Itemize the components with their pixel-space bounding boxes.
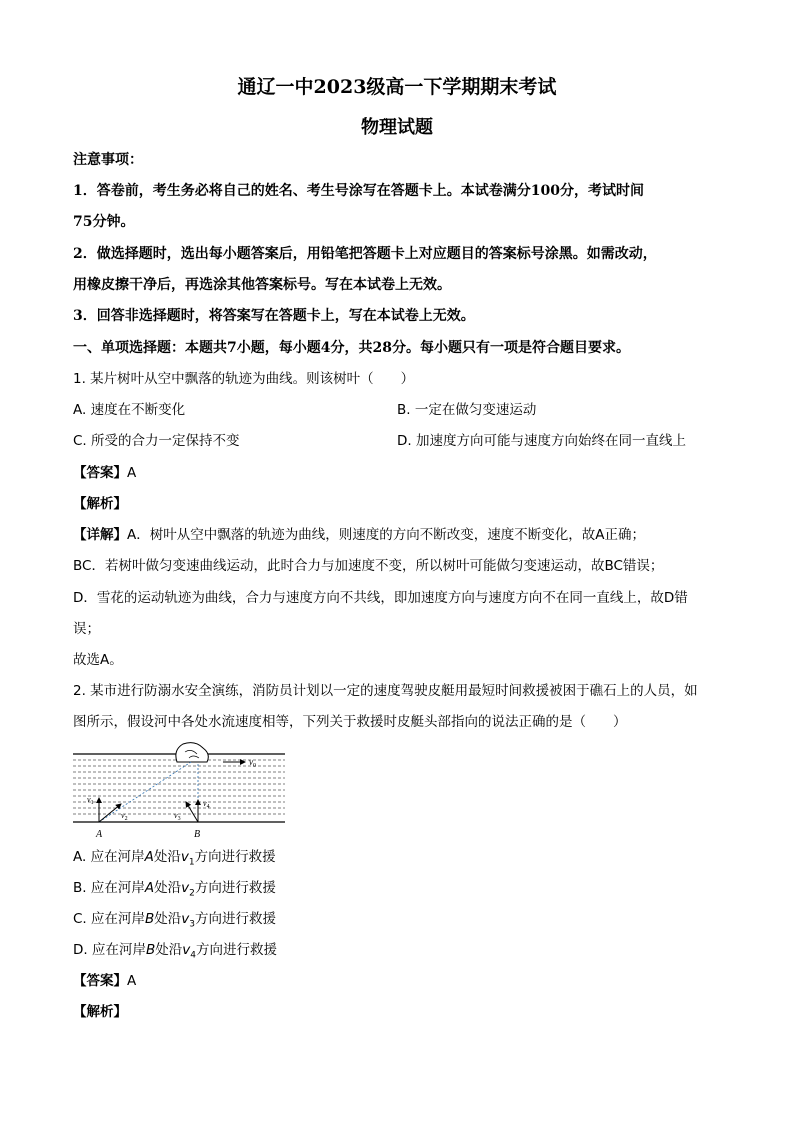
q2-option-c: C. 应在河岸B处沿$v_3$方向进行救援 [73, 911, 277, 930]
q1-stem: 1. 某片树叶从空中飘落的轨迹为曲线。则该树叶（ ） [73, 371, 415, 387]
q1-detail-text-1: A．树叶从空中飘落的轨迹为曲线，则速度的方向不断改变，速度不断变化，故A正确； [127, 527, 645, 543]
notice-item-1-cont: 75分钟。 [73, 214, 135, 230]
q2-analysis-label: 【解析】 [73, 1004, 127, 1020]
point-a-label: A [96, 829, 103, 840]
exam-subject: 物理试题 [361, 117, 433, 138]
q2-option-b: B. 应在河岸A处沿$v_2$方向进行救援 [73, 880, 276, 899]
q2-answer [73, 971, 136, 991]
v4-label: $v_4$ [203, 799, 210, 810]
v0-label: $v_0$ [249, 757, 256, 769]
q1-conclusion: 故选A。 [73, 652, 123, 668]
q1-answer [73, 463, 136, 483]
q2-option-d: D. 应在河岸B处沿$v_4$方向进行救援 [73, 942, 277, 961]
q1-option-d: D. 加速度方向可能与速度方向始终在同一直线上 [397, 433, 686, 449]
q2-option-a: A. 应在河岸A处沿$v_1$方向进行救援 [73, 849, 276, 868]
q2-stem-1: 2. 某市进行防溺水安全演练，消防员计划以一定的速度驾驶皮艇用最短时间救援被困于礁石上的人员，如 [73, 683, 698, 699]
exam-title: 通辽一中2023级高一下学期期末考试 [237, 76, 557, 98]
point-b-label: B [194, 829, 201, 840]
q1-option-a: A. 速度在不断变化 [73, 402, 186, 418]
q1-detail-label: 【详解】 [73, 527, 127, 543]
q1-detail-2: BC．若树叶做匀变速曲线运动，此时合力与加速度不变，所以树叶可能做匀变速运动，故BC错误； [73, 558, 664, 574]
section-heading: 一、单项选择题：本题共7小题，每小题4分，共28分。每小题只有一项是符合题目要求。 [73, 340, 630, 356]
q2-answer-label: 【答案】 [73, 973, 127, 989]
rock-icon [176, 743, 208, 762]
q1-detail-3: D．雪花的运动轨迹为曲线，合力与速度方向不共线，即加速度方向与速度方向不在同一直线上，故D错 [73, 590, 688, 606]
v2-label: $v_2$ [121, 811, 128, 822]
notice-item-2: 2．做选择题时，选出每小题答案后，用铅笔把答题卡上对应题目的答案标号涂黑。如需改动， [73, 246, 657, 262]
notice-item-2-cont: 用橡皮擦干净后，再选涂其他答案标号。写在本试卷上无效。 [73, 277, 451, 293]
notice-item-3: 3．回答非选择题时，将答案写在答题卡上，写在本试卷上无效。 [73, 308, 475, 324]
river-rescue-figure [73, 742, 285, 842]
v3-arrow [186, 802, 198, 822]
q1-option-c: C. 所受的合力一定保持不变 [73, 433, 240, 449]
q1-analysis-label: 【解析】 [73, 496, 127, 512]
q1-detail-4: 误； [73, 621, 100, 637]
q2-stem-2: 图所示，假设河中各处水流速度相等，下列关于救援时皮艇头部指向的说法正确的是（ ） [73, 714, 627, 730]
notice-heading: 注意事项： [73, 152, 143, 168]
notice-item-1: 1．答卷前，考生务必将自己的姓名、考生号涂写在答题卡上。本试卷满分100分，考试时间 [73, 183, 644, 199]
q1-option-b: B. 一定在做匀变速运动 [397, 402, 537, 418]
q1-answer-value: A [127, 465, 137, 481]
q1-answer-label: 【答案】 [73, 465, 127, 481]
q1-detail-1 [73, 525, 645, 545]
q2-answer-value: A [127, 973, 137, 989]
v3-label: $v_3$ [174, 811, 181, 822]
v2-arrow [99, 804, 121, 822]
v1-label: $v_1$ [87, 795, 94, 806]
